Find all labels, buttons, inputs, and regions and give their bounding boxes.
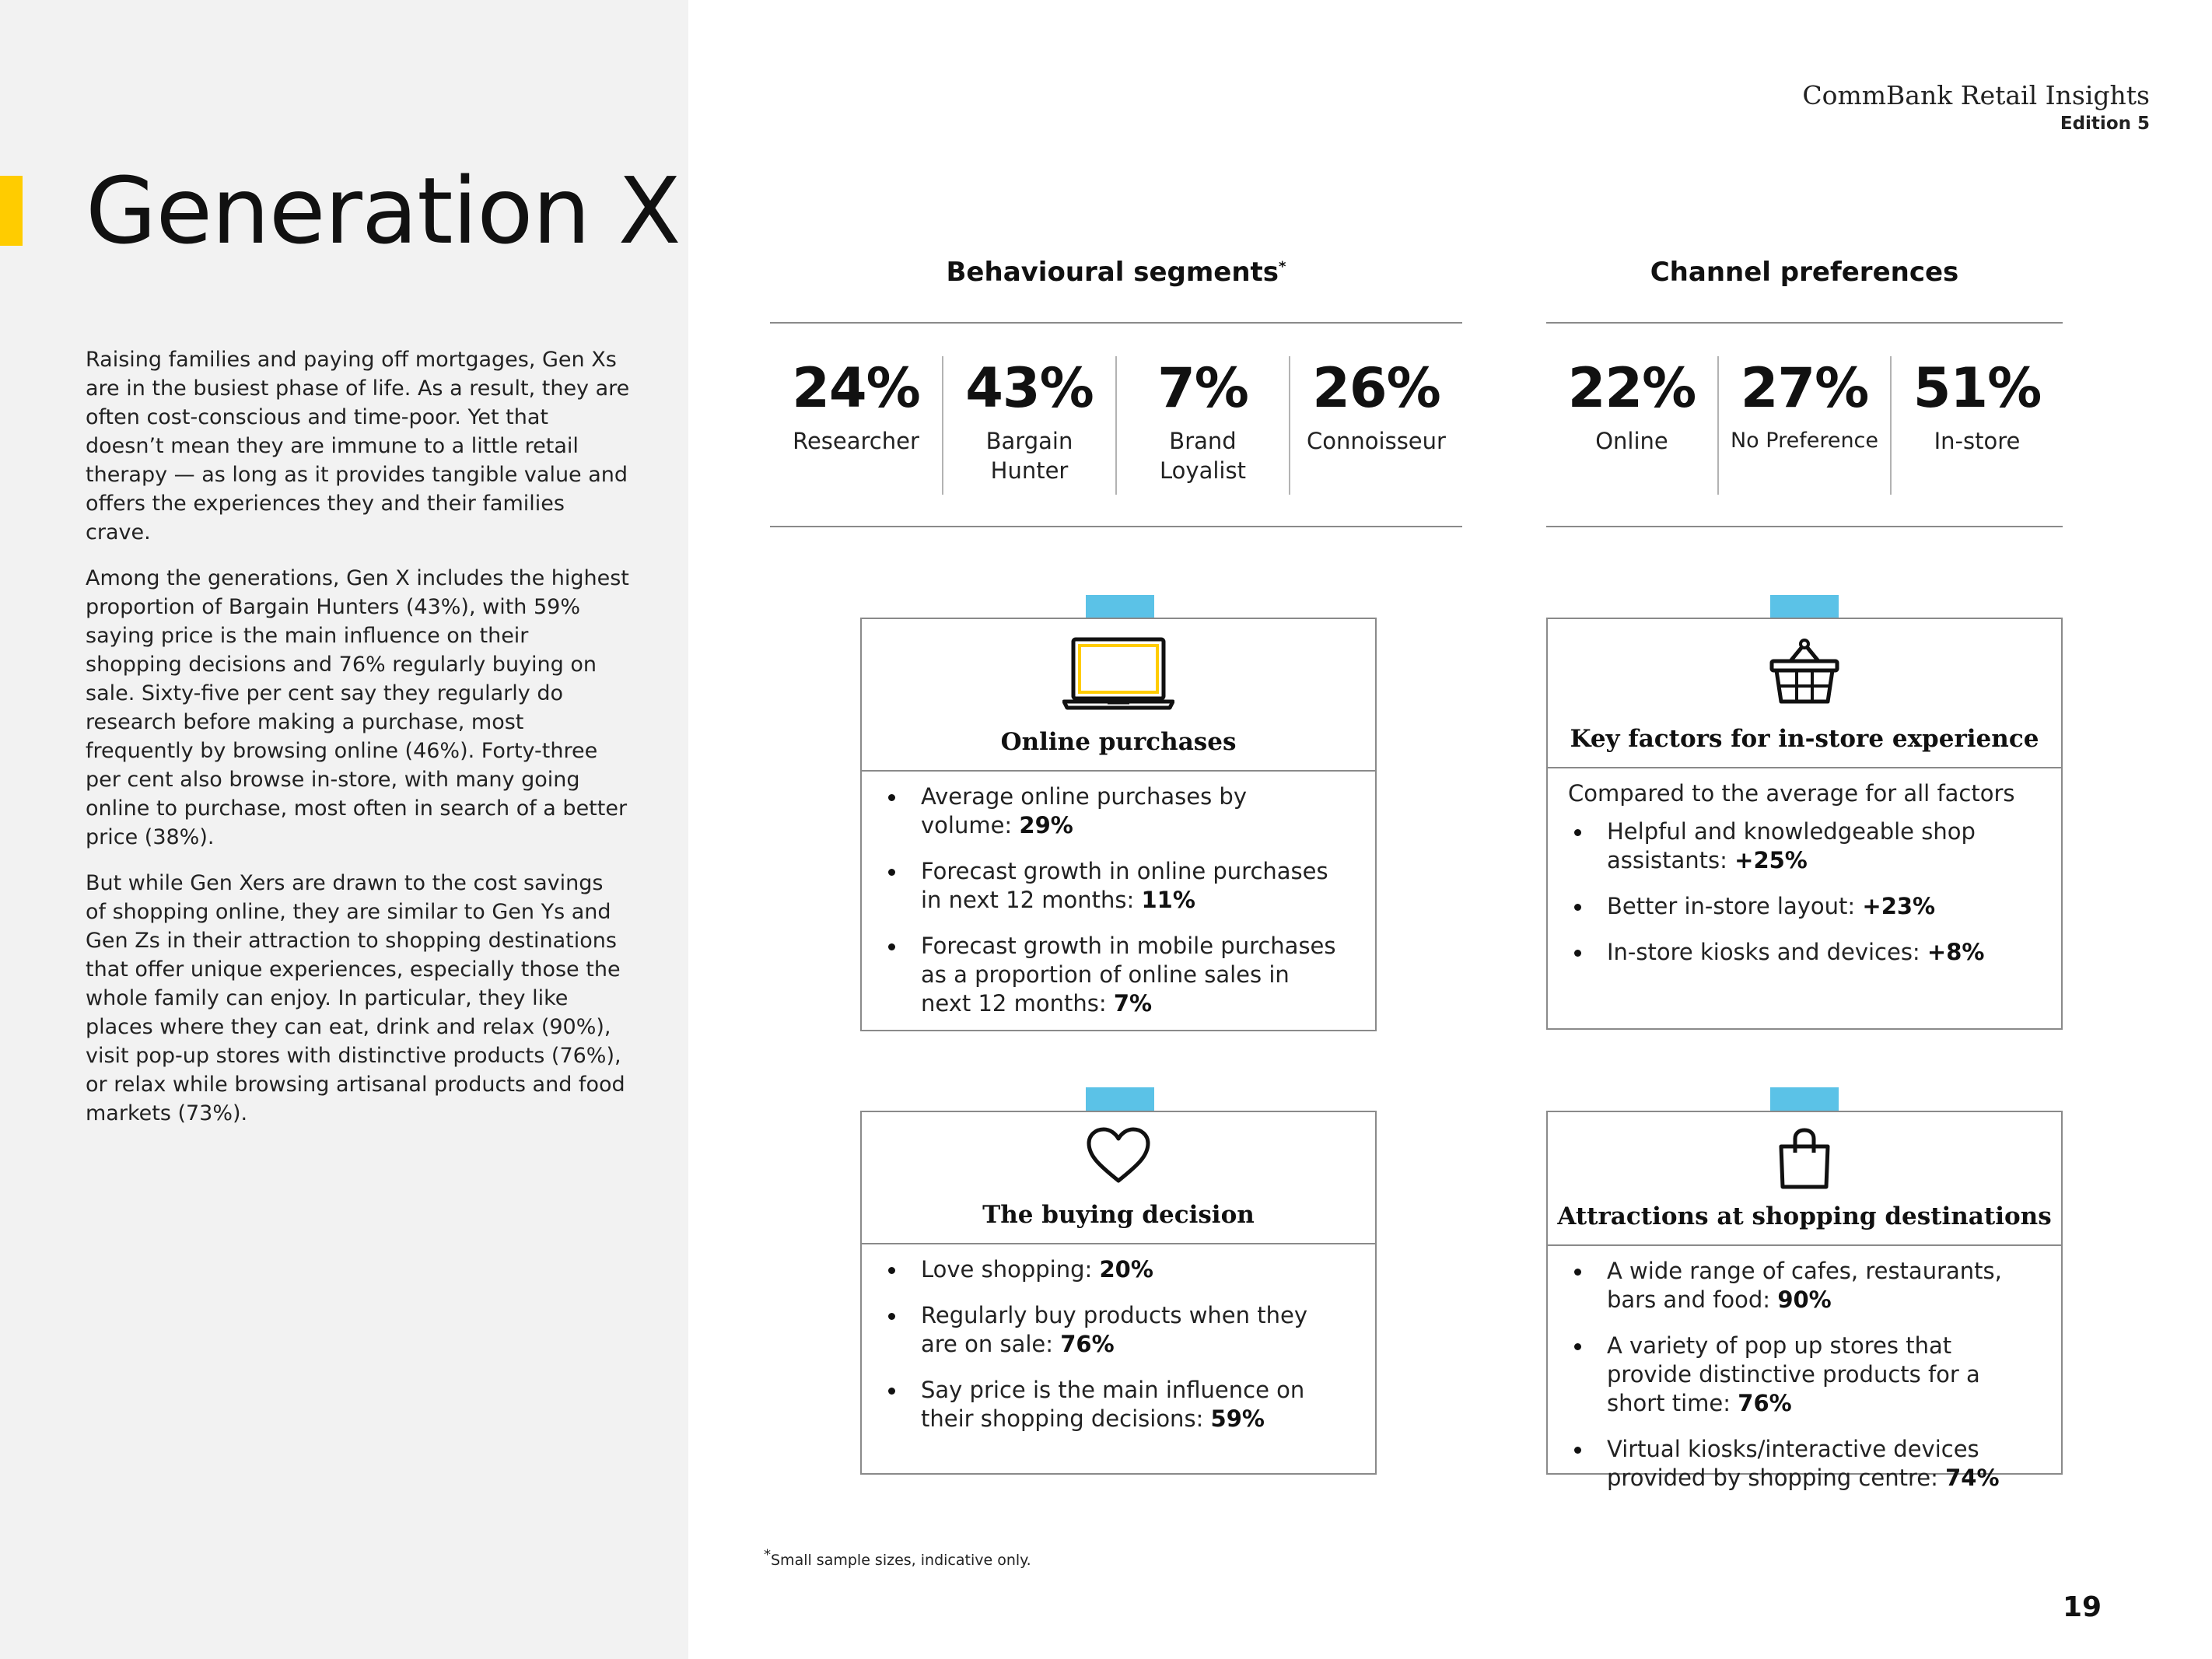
intro-paragraph: Raising families and paying off mortgages, Gen Xs are in the busiest phase of life. As a result, they are often cost-conscious and time-poor. Yet that doesn’t mean they are immune to a little retail therapy — as long as it provides tangible value and offers the experiences they and their families crave. — [86, 348, 630, 544]
card-title: Online purchases — [1000, 728, 1237, 756]
item-text: Better in-store layout: — [1607, 893, 1863, 919]
stat-label: Bargain Hunter — [985, 428, 1073, 484]
stat-no-preference — [1717, 356, 1890, 495]
list-item — [1568, 817, 2030, 875]
buying-decision-card — [860, 1111, 1377, 1475]
bullet-list — [882, 782, 1344, 1018]
stat-value: 26% — [1312, 356, 1440, 420]
intro-paragraph: But while Gen Xers are drawn to the cost savings of shopping online, they are similar to Gen Ys and Gen Zs in their attraction to shopping destinations that offer unique experiences, especially those the whole family can enjoy. In particular, they like places where they can eat, drink and relax (90%), visit pop-up stores with distinctive products (76%), or relax while browsing artisanal products and food markets (73%). — [86, 871, 625, 1125]
behavioural-stats — [770, 322, 1462, 527]
list-item — [882, 932, 1344, 1018]
item-value: 29% — [1019, 812, 1073, 838]
stat-brand-loyalist — [1115, 356, 1289, 495]
item-text: A wide range of cafes, restaurants, bars and food: — [1607, 1258, 2002, 1313]
card-header — [1548, 1112, 2061, 1246]
intro-text — [86, 345, 630, 1145]
list-item — [1568, 1435, 2030, 1493]
item-value: +23% — [1862, 893, 1936, 919]
list-item — [1568, 1257, 2030, 1314]
item-text: Love shopping: — [921, 1256, 1100, 1283]
shopping-bag-icon — [1776, 1128, 1832, 1193]
card-tab — [1086, 1087, 1154, 1111]
stat-label: In-store — [1934, 428, 2021, 454]
item-value: 76% — [1060, 1331, 1115, 1357]
footnote — [764, 1546, 1031, 1569]
item-value: +25% — [1734, 847, 1808, 873]
item-text: Say price is the main influence on their shopping decisions: — [921, 1377, 1305, 1432]
item-value: 76% — [1738, 1390, 1792, 1416]
card-body — [862, 1244, 1375, 1433]
card-body — [1548, 768, 2061, 967]
item-text: Regularly buy products when they are on sale: — [921, 1302, 1307, 1357]
stat-bargain-hunter — [942, 356, 1115, 495]
laptop-icon — [1062, 636, 1174, 714]
stat-connoisseur — [1289, 356, 1462, 495]
stat-label: Connoisseur — [1307, 428, 1446, 454]
stat-label: No Preference — [1730, 429, 1879, 453]
bullet-list — [1568, 817, 2030, 967]
brand-title: CommBank Retail Insights — [1802, 80, 2150, 110]
card-header — [862, 619, 1375, 772]
channel-heading: Channel preferences — [1650, 257, 1959, 288]
behavioural-heading-text: Behavioural segments — [946, 257, 1279, 288]
page-title: Generation X — [86, 157, 681, 264]
stat-value: 43% — [965, 356, 1094, 420]
footnote-mark: * — [764, 1546, 771, 1563]
card-body — [1548, 1246, 2061, 1493]
accent-bar — [0, 176, 23, 246]
item-value: 20% — [1099, 1256, 1153, 1283]
list-item — [1568, 892, 2030, 921]
item-text: Virtual kiosks/interactive devices provided by shopping centre: — [1607, 1436, 1979, 1491]
shopping-basket-icon — [1767, 636, 1842, 711]
footnote-text: Small sample sizes, indicative only. — [771, 1552, 1031, 1569]
item-value: 74% — [1945, 1465, 2000, 1491]
card-header — [862, 1112, 1375, 1244]
brand-header — [1802, 79, 2150, 135]
online-purchases-card — [860, 618, 1377, 1031]
card-title: Attractions at shopping destinations — [1557, 1202, 2052, 1230]
list-item — [1568, 938, 2030, 967]
stat-in-store — [1890, 356, 2063, 495]
stat-value: 51% — [1913, 356, 2042, 420]
item-value: 90% — [1777, 1286, 1832, 1313]
item-text: Average online purchases by volume: — [921, 783, 1247, 838]
bullet-list — [1568, 1257, 2030, 1493]
item-text: In-store kiosks and devices: — [1607, 939, 1927, 965]
item-text: Helpful and knowledgeable shop assistants: — [1607, 818, 1976, 873]
stat-value: 22% — [1567, 356, 1696, 420]
card-tab — [1770, 595, 1839, 618]
card-header — [1548, 619, 2061, 768]
channel-stats — [1546, 322, 2063, 527]
page-number: 19 — [2063, 1591, 2102, 1623]
intro-paragraph: Among the generations, Gen X includes the highest proportion of Bargain Hunters (43%), with 59% saying price is the main influence on their shopping decisions and 76% regularly buying on sale. Sixty-five per cent say they regularly do research before making a purchase, most frequently by browsing online (46%). Forty-three per cent also browse in-store, with many going online to purchase, most often in search of a better price (38%). — [86, 566, 629, 849]
item-text: A variety of pop up stores that provide distinctive products for a short time: — [1607, 1332, 1980, 1416]
item-value: 7% — [1113, 990, 1153, 1017]
card-tab — [1086, 595, 1154, 618]
card-tab — [1770, 1087, 1839, 1111]
stat-label: Researcher — [793, 428, 919, 454]
stat-label: Brand Loyalist — [1160, 428, 1246, 484]
bullet-list — [882, 1255, 1344, 1433]
behavioural-heading — [770, 255, 1462, 289]
stat-online — [1546, 356, 1717, 495]
stat-value: 24% — [792, 356, 920, 420]
in-store-factors-card — [1546, 618, 2063, 1030]
stat-researcher — [770, 356, 942, 495]
item-text: Forecast growth in mobile purchases as a proportion of online sales in next 12 months: — [921, 933, 1336, 1017]
item-value: 11% — [1141, 887, 1195, 913]
card-body — [862, 772, 1375, 1018]
list-item — [882, 1301, 1344, 1359]
footnote-mark: * — [1279, 258, 1286, 275]
list-item — [882, 857, 1344, 915]
stat-label: Online — [1595, 428, 1668, 454]
card-title: Key factors for in-store experience — [1570, 725, 2039, 753]
list-item — [1568, 1332, 2030, 1418]
item-value: 59% — [1210, 1405, 1265, 1432]
attractions-card — [1546, 1111, 2063, 1491]
edition-label: Edition 5 — [2060, 114, 2150, 134]
list-item — [882, 782, 1344, 840]
item-text: Forecast growth in online purchases in next 12 months: — [921, 858, 1328, 913]
stat-value: 27% — [1740, 356, 1869, 420]
item-value: +8% — [1927, 939, 1985, 965]
list-item — [882, 1376, 1344, 1433]
heart-icon — [1085, 1126, 1152, 1188]
card-lead-text: Compared to the average for all factors — [1568, 780, 2015, 807]
list-item — [882, 1255, 1344, 1284]
stat-value: 7% — [1157, 356, 1248, 420]
card-title: The buying decision — [982, 1201, 1255, 1229]
